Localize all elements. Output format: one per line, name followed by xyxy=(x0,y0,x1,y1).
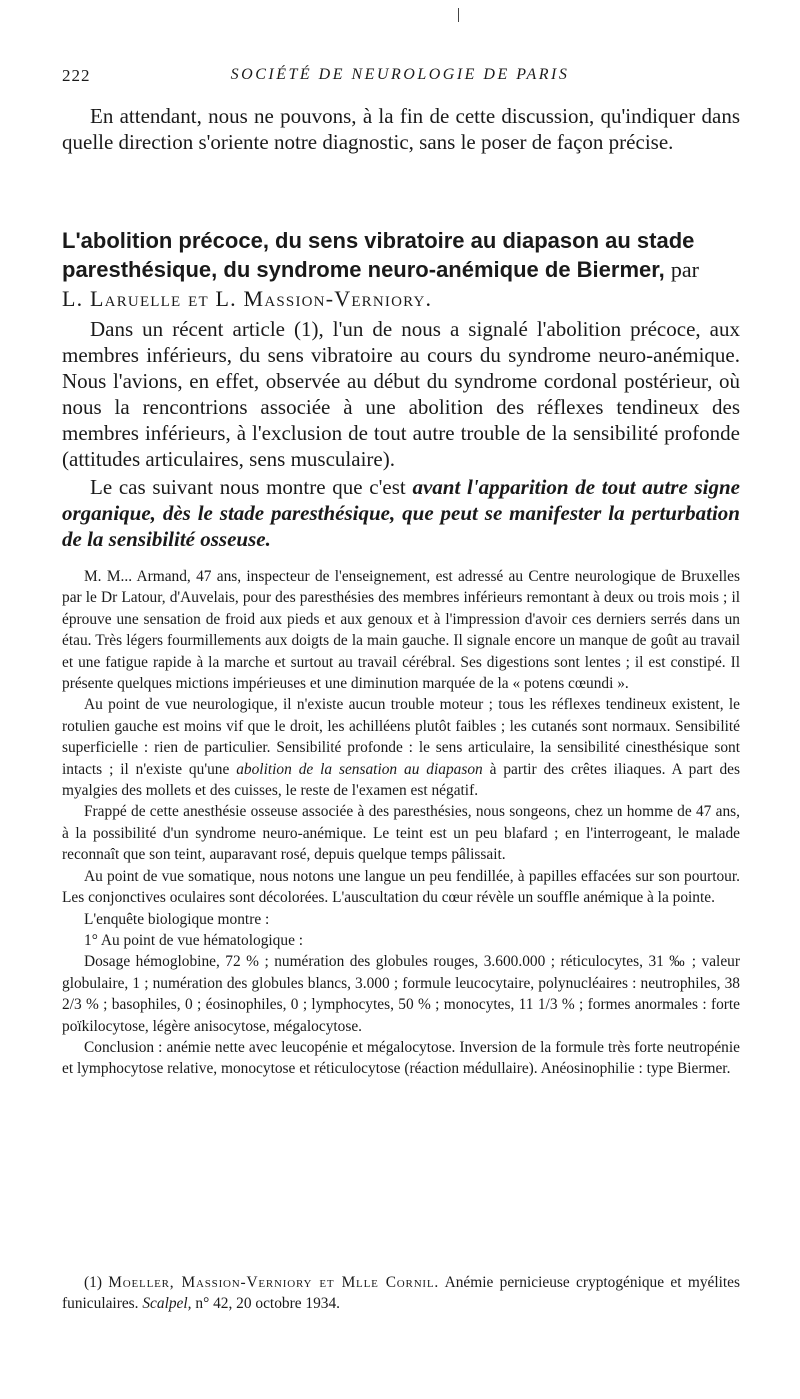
observation-text: Au point de vue neurologique, il n'existe aucun trouble moteur ; tous les réflexes tendineux existent, le rotulien gauche est moins vif que le droit, les achilléens plutôt faibles ; les cutanés sont normaux. Sensibilité superficielle : rien de particulier. Sensibilité profonde : le sens articulaire, la sensibilité cinesthésique sont intacts ; il n'existe qu'une xyxy=(62,696,740,778)
footnote-ref: n° 42, 20 octobre 1934. xyxy=(195,1295,341,1313)
observation-emphasis: abolition de la sensation au diapason xyxy=(236,760,483,778)
observation-section xyxy=(62,566,740,1080)
observation-paragraph: Au point de vue somatique, nous notons une langue un peu fendillée, à papilles effacées sur son pourtour. Les conjonctives oculaires sont décolorées. L'auscultation du cœur révèle un souffle anémique à la pointe. xyxy=(62,867,740,907)
footnote xyxy=(62,1272,740,1315)
observation-paragraph: Frappé de cette anesthésie osseuse associée à des paresthésies, nous songeons, chez un homme de 47 ans, à la possibilité d'un syndrome neuro-anémique. Le teint est un peu blafard ; en l'interrogeant, le malade reconnaît que son teint, auparavant rosé, depuis quelque temps pâlissait. xyxy=(62,803,740,864)
intro-paragraph: En attendant, nous ne pouvons, à la fin de cette discussion, qu'indiquer dans quelle direction s'oriente notre diagnostic, sans le poser de façon précise. xyxy=(62,104,740,154)
observation-paragraph: Dosage hémoglobine, 72 % ; numération des globules rouges, 3.600.000 ; réticulocytes, 31 ‰ ; valeur globulaire, 1 ; numération des globules blancs, 3.000 ; formule leucocytaire, polynucléaires : neutrophiles, 38 2/3 % ; basophiles, 0 ; éosinophiles, 0 ; lymphocytes, 50 % ; monocytes, 11 1/3 % ; formes anormales : forte poïkilocytose, légère anisocytose, mégalocytose. xyxy=(62,953,740,1035)
case-paragraph-lead: Le cas suivant nous montre que c'est xyxy=(90,475,406,499)
case-paragraph xyxy=(62,474,740,552)
article-title xyxy=(62,226,740,313)
observation-paragraph: M. M... Armand, 47 ans, inspecteur de l'enseignement, est adressé au Centre neurologique de Bruxelles par le Dr Latour, d'Auvelais, pour des paresthésies des membres inférieurs remontant à deux ou trois mois ; il éprouve une sensation de froid aux pieds et aux genoux et à l'impression d'avoir ces derniers serrés dans un étau. Très légers fourmillements aux doigts de la main gauche. Il signale encore un manque de goût au travail et une fatigue rapide à la marche et surtout au travail cérébral. Ses digestions sont lentes ; il est constipé. Il présente quelques mictions impérieuses et une diminution marquée de la « potens cœundi ». xyxy=(62,568,740,693)
observation-text: à partir des crêtes iliaques. A part des myalgies des mollets et des cuisses, le reste de l'examen est négatif. xyxy=(62,760,740,800)
running-head: SOCIÉTÉ DE NEUROLOGIE DE PARIS xyxy=(230,66,570,83)
article-title-text: L'abolition précoce, du sens vibratoire au diapason au stade paresthésique, du syndrome neuro-anémique de Biermer, xyxy=(62,228,695,282)
article-title-par: par xyxy=(670,257,699,282)
observation-paragraph: L'enquête biologique montre : xyxy=(84,910,270,928)
footnote-marker: (1) xyxy=(84,1274,102,1291)
page-header xyxy=(62,66,738,90)
footnote-authors: Moeller, Massion-Verniory et Mlle Cornil. xyxy=(108,1274,440,1291)
scan-artifact-mark xyxy=(458,8,459,22)
footnote-text: Anémie pernicieuse cryptogénique et myélites funiculaires. xyxy=(62,1274,741,1313)
page-number: 222 xyxy=(62,66,91,85)
observation-paragraph: 1° Au point de vue hématologique : xyxy=(84,931,304,949)
case-paragraph-emphasis: avant l'apparition de tout autre signe organique, dès le stade paresthésique, que peut se manifester la perturbation de la sensibilité osseuse. xyxy=(62,475,740,551)
observation-paragraph xyxy=(62,694,740,801)
body-paragraph: Dans un récent article (1), l'un de nous a signalé l'abolition précoce, aux membres inférieurs, du sens vibratoire au cours du syndrome neuro-anémique. Nous l'avions, en effet, observée au début du syndrome cordonal postérieur, où nous la rencontrions associée à une abolition des réflexes tendineux des membres inférieurs, à l'exclusion de tout autre trouble de la sensibilité profonde (attitudes articulaires, sens musculaire). xyxy=(62,317,740,471)
observation-paragraph: Conclusion : anémie nette avec leucopénie et mégalocytose. Inversion de la formule très forte neutropénie et lymphocytose relative, monocytose et réticulocytose (réaction médullaire). Anéosinophilie : type Biermer. xyxy=(62,1038,740,1078)
footnote-journal: Scalpel, xyxy=(142,1295,192,1313)
article-authors: L. Laruelle et L. Massion-Verniory. xyxy=(62,286,433,311)
